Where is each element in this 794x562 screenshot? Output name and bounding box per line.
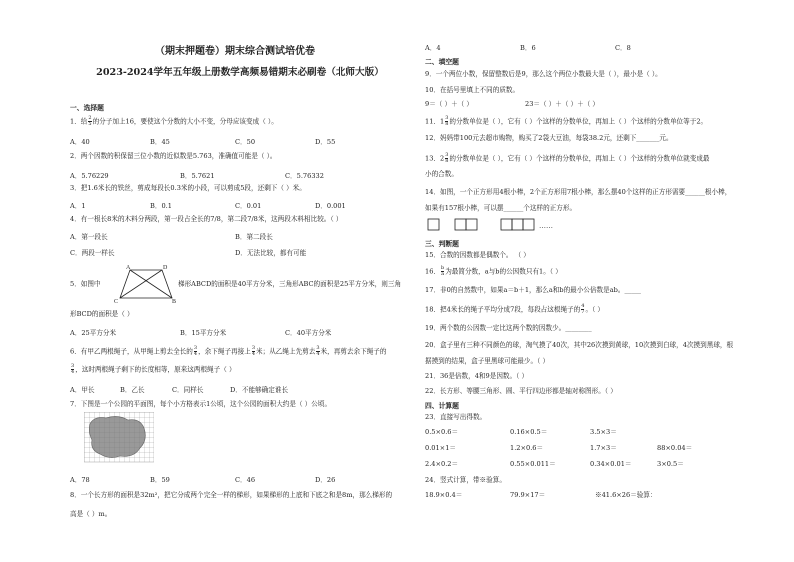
question-19: 19．两个数的公因数一定比这两个数的因数少。________ — [425, 324, 592, 332]
vertex-c-label: C — [114, 299, 119, 304]
section-calc-heading: 四、计算题 — [425, 402, 459, 410]
park-grid-figure — [84, 412, 154, 464]
q2-option-b: B．5.7621 — [180, 172, 215, 180]
calc-item: 0.55×0.011＝ — [510, 460, 556, 468]
question-18: 18．把4米长的绳子平均分成7段，每段占这根绳子的 $\frac{4}{7}$ 。（ ） — [425, 303, 605, 315]
question-1: 1．给 $\frac{2}{5}$ 的分子加上16，要使这个分数的大小不变，分母应该变成（ ）。 — [70, 115, 278, 127]
question-11: 11．1 $\frac{3}{8}$ 的分数单位是（ ），它有（ ）个这样的分数单位，再加上（ ）个这样的分数单位等于2。 — [425, 115, 708, 127]
question-8-line2: 高是（ ）m。 — [70, 510, 112, 518]
trapezoid-figure — [114, 262, 178, 304]
calc-item: 1.2×0.6＝ — [510, 444, 544, 452]
q7-option-d: D．26 — [315, 476, 336, 484]
q8-option-c: C．8 — [615, 44, 631, 52]
question-21: 21．36是倍数，4和9是因数。（ ） — [425, 372, 529, 380]
calc-item: 3×0.5＝ — [657, 460, 684, 468]
question-24: 24．竖式计算，带※验算。 — [425, 476, 506, 484]
q6-option-b: B．乙长 — [120, 386, 145, 394]
q5-option-a: A．25平方分米 — [70, 329, 117, 337]
question-14-line2: 如果有157根小棒，可以摆______个这样的正方形。 — [425, 204, 577, 212]
question-10: 10．在括号里填上不同的质数。 — [425, 86, 520, 94]
calc-item: 3.5×3＝ — [590, 428, 617, 436]
q1-option-d: D．55 — [315, 138, 336, 146]
question-12: 12．妈妈带100元去超市购物，购买了2袋大豆油，每袋38.2元，还剩下_______元。 — [425, 134, 673, 142]
vertical-calc-item: 79.9×17＝ — [510, 491, 546, 499]
fraction: $\frac{2}{5}$ — [88, 115, 92, 127]
vertical-calc-item: 18.9×0.4＝ — [425, 491, 463, 499]
question-20-line2: 据摸到的结果，盒子里黑球可能最少。（ ） — [425, 357, 550, 365]
question-5-line2: 形BCD的面积是（ ） — [70, 310, 134, 318]
question-13: 13．2 $\frac{3}{8}$ 的分数单位是（ ），它有（ ）个这样的分数单位，再加上（ ）个这样的分数单位就变成最 — [425, 152, 710, 164]
calc-item: 0.01×1＝ — [425, 444, 456, 452]
q3-option-d: D．0.001 — [315, 202, 346, 210]
question-16: 16． $\frac{b}{a}$ 为最简分数，a与b的公因数只有1。（ ） — [425, 265, 562, 277]
vertex-d-label: D — [163, 265, 168, 271]
q1-option-a: A．40 — [70, 138, 90, 146]
question-3: 3．把1.6米长的铁丝，剪成每段长0.3米的小段，可以剪成5段，还剩下（ ）米。 — [70, 184, 306, 192]
q3-option-b: B．0.1 — [150, 202, 172, 210]
question-6: 6．有甲乙两根绳子，从甲绳上剪去全长的 $\frac{3}{4}$ ，余下绳子再接上 $\frac{3}{4}$ 米；从乙绳上先剪去 $\frac{3}{4}$ 米，再剪去余下绳子的 — [70, 345, 387, 357]
q7-option-a: A．78 — [70, 476, 90, 484]
question-23: 23．直接写出得数。 — [425, 413, 487, 421]
q5-option-b: B．15平方分米 — [180, 329, 227, 337]
q7-option-b: B．59 — [150, 476, 170, 484]
vertical-calc-item: ※41.6×26＝验算： — [595, 491, 657, 499]
ellipsis-text: …… — [539, 222, 553, 230]
q5-option-c: C．40平方分米 — [285, 329, 332, 337]
question-2: 2．两个因数的积保留三位小数的近似数是5.763，准确值可能是（ ）。 — [70, 152, 277, 160]
calc-item: 0.34×0.01＝ — [590, 460, 632, 468]
question-10-eq1: 9＝（ ）＋（ ） — [425, 100, 473, 108]
q4-option-d: D．无法比较，都有可能 — [235, 249, 307, 257]
q3-option-c: C．0.01 — [235, 202, 262, 210]
section-judge-heading: 三、判断题 — [425, 240, 459, 248]
section-choice-heading: 一、选择题 — [70, 104, 104, 112]
section-fill-heading: 二、填空题 — [425, 58, 459, 66]
page-title: （期末押题卷）期末综合测试培优卷 — [155, 46, 315, 57]
question-20: 20．盒子里有三种不同颜色的球，淘气摸了40次，其中26次摸到黄球，10次摸到白球，4次摸到黑球，根 — [425, 341, 734, 349]
calc-item: 1.7×3＝ — [590, 444, 617, 452]
question-22: 22．长方形、等腰三角形、圆、平行四边形都是轴对称图形。（ ） — [425, 387, 617, 395]
q2-option-c: C．5.76332 — [285, 172, 324, 180]
question-5: 梯形ABCD的面积是40平方分米，三角形ABC的面积是25平方分米，则三角 — [178, 280, 402, 288]
page-subtitle: 2023-2024学年五年级上册数学高频易错期末必刷卷（北师大版） — [96, 67, 384, 78]
q8-option-b: B．6 — [520, 44, 536, 52]
calc-item: 88×0.04＝ — [657, 444, 693, 452]
question-17: 17．非0的自然数中，如果a＝b＋1，那么a和b的最小公倍数是ab。_____ — [425, 286, 641, 294]
calc-item: 0.16×0.5＝ — [510, 428, 548, 436]
q4-option-c: C．两段一样长 — [70, 249, 115, 257]
q8-option-a: A．4 — [425, 44, 441, 52]
vertex-b-label: B — [172, 299, 177, 304]
q4-option-b: B．第二段长 — [235, 233, 273, 241]
q6-option-c: C．同样长 — [172, 386, 204, 394]
q7-option-c: C．46 — [235, 476, 256, 484]
question-13-line2: 小的合数。 — [425, 170, 458, 178]
question-8: 8．一个长方形的面积是32m²，把它分成两个完全一样的梯形，如果梯形的上底和下底之和是8m，那么梯形的 — [70, 491, 393, 499]
question-14: 14．如图，一个正方形用4根小棒，2个正方形用7根小棒，那么摆40个这样的正方形需要______根小棒， — [425, 188, 732, 196]
calc-item: 2.4×0.2＝ — [425, 460, 459, 468]
q3-option-a: A．1 — [70, 202, 86, 210]
question-4: 4．有一根长8米的木料分两段，第一段占全长的7/8，第二段7/8米，这两段木料相比较。（ ） — [70, 215, 343, 223]
question-9: 9．一个两位小数，保留整数后是9，那么这个两位小数最大是（ ），最小是（ ）。 — [425, 70, 662, 78]
q6-option-a: A．甲长 — [70, 386, 95, 394]
question-5-pre: 5．如图中 — [70, 280, 101, 288]
q1-option-c: C．50 — [235, 138, 256, 146]
question-6-line2: $\frac{3}{4}$ ，这时两根绳子剩下的长度相等，原来这两根绳子（ ） — [71, 363, 236, 375]
q4-option-a: A．第一段长 — [70, 233, 108, 241]
q6-option-d: D．不能够确定谁长 — [230, 386, 289, 394]
q1-option-b: B．45 — [150, 138, 170, 146]
question-10-eq2: 23＝（ ）＋（ ）＋（ ） — [525, 100, 600, 108]
squares-pattern-figure — [427, 218, 577, 232]
calc-item: 0.5×0.6＝ — [425, 428, 459, 436]
question-7: 7．下图是一个公园的平面图，每个小方格表示1公顷，这个公园的面积大约是（ ）公顷。 — [70, 400, 332, 408]
question-15: 15．合数的因数都是偶数个。 （ ） — [425, 251, 530, 259]
q2-option-a: A．5.76229 — [70, 172, 109, 180]
vertex-a-label: A — [126, 265, 131, 271]
